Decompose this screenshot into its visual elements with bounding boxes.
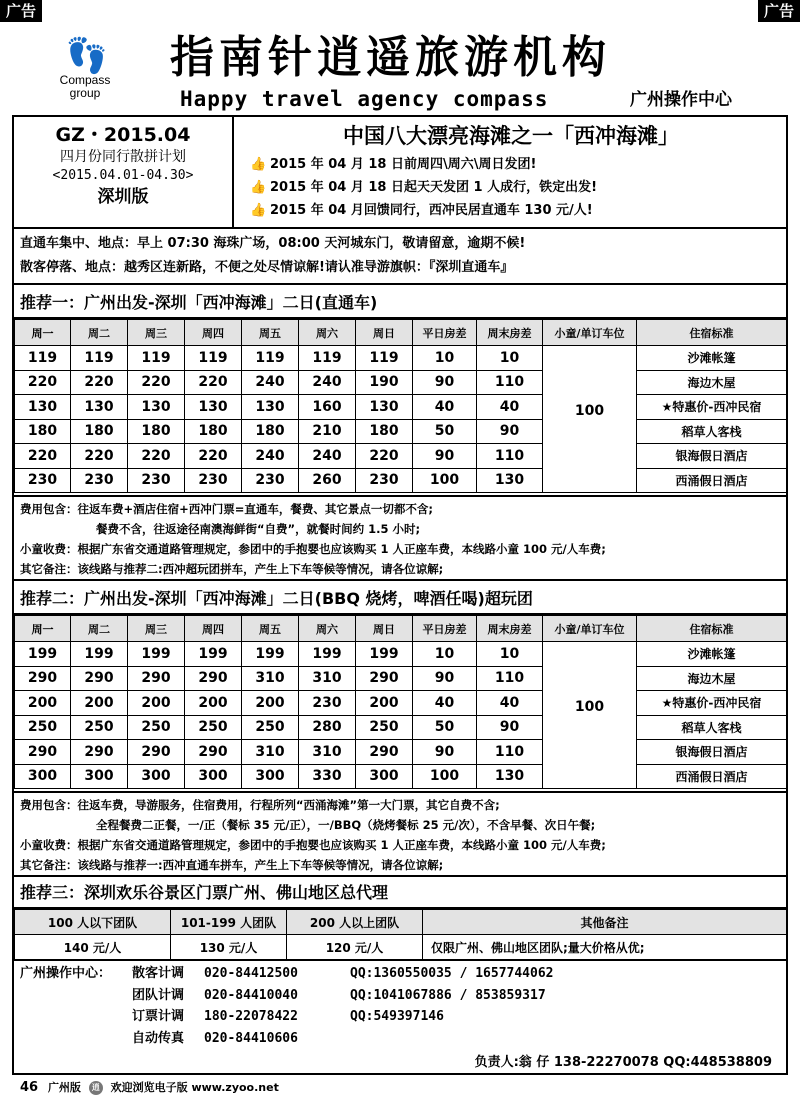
- column-header: 平日房差: [413, 616, 477, 642]
- operation-center-label: 广州操作中心: [630, 90, 732, 110]
- price-cell: 300: [356, 764, 413, 789]
- column-header: 周日: [356, 616, 413, 642]
- headline-bullet: [236, 176, 786, 199]
- headline-bullet: [236, 153, 786, 176]
- contact-label: 广州操作中心：: [20, 966, 112, 981]
- price-cell: 110: [477, 444, 543, 469]
- accommodation-cell: 海边木屋: [637, 370, 787, 395]
- accommodation-cell: ★特惠价-西冲民宿: [637, 395, 787, 420]
- price-cell: 10: [413, 346, 477, 371]
- child-price-cell: [543, 715, 637, 740]
- table-header-row: [15, 616, 787, 642]
- price-cell: 199: [15, 642, 71, 667]
- contact-phone: 020-84410606: [204, 1030, 298, 1046]
- child-price-cell: [543, 346, 637, 371]
- bullet-text: 2015 年 04 月 18 日前周四\周六\周日发团!: [270, 157, 537, 172]
- ticket-header-row: [15, 910, 787, 935]
- contact-row: [20, 963, 780, 985]
- price-cell: 290: [185, 740, 242, 765]
- price-cell: 40: [413, 691, 477, 716]
- price-cell: 199: [356, 642, 413, 667]
- contact-phone: 180-22078422: [204, 1009, 298, 1024]
- price-cell: 290: [71, 666, 128, 691]
- price-row: [15, 370, 787, 395]
- contact-kind: 订票计调: [132, 1009, 185, 1024]
- rec1-price-table: [14, 319, 787, 493]
- price-cell: 250: [128, 715, 185, 740]
- brand-english-name: Happy travel agency compass: [180, 87, 549, 111]
- price-cell: 119: [356, 346, 413, 371]
- logo: [40, 38, 130, 108]
- child-price-cell: [543, 468, 637, 493]
- contact-row: [20, 1006, 780, 1028]
- price-cell: 250: [71, 715, 128, 740]
- price-cell: 230: [242, 468, 299, 493]
- plan-name: 四月份同行散拼计划: [60, 149, 186, 165]
- edition-label: 广州版: [47, 1081, 81, 1094]
- rec1-notes: [14, 495, 786, 581]
- ticket-header: 101-199 人团队: [171, 910, 287, 935]
- price-cell: 130: [242, 395, 299, 420]
- price-cell: 330: [299, 764, 356, 789]
- price-cell: 220: [356, 444, 413, 469]
- note-line: 其它备注：该线路与推荐二:西冲超玩团拼车，产生上下车等候等情况，请各位谅解;: [20, 562, 444, 576]
- note-line: 费用包含：往返车费+酒店住宿+西冲门票=直通车，餐费、其它景点一切都不含;: [20, 502, 434, 516]
- note-line: 小童收费：根据广东省交通道路管理规定，参团中的手抱婴也应该购买 1 人正座车费，本线路小童 100 元/人车费;: [20, 542, 606, 556]
- price-cell: 290: [128, 740, 185, 765]
- child-price-cell: 100: [543, 691, 637, 716]
- price-row: [15, 642, 787, 667]
- price-cell: 190: [356, 370, 413, 395]
- price-cell: 180: [242, 419, 299, 444]
- accommodation-cell: 沙滩帐篷: [637, 346, 787, 371]
- headline-bullet: [236, 199, 786, 222]
- price-cell: 220: [128, 370, 185, 395]
- price-cell: 200: [242, 691, 299, 716]
- ticket-value-row: [15, 935, 787, 960]
- price-cell: 119: [242, 346, 299, 371]
- headline-box: [236, 117, 786, 227]
- accommodation-cell: 沙滩帐篷: [637, 642, 787, 667]
- price-cell: 200: [15, 691, 71, 716]
- child-price-cell: 100: [543, 395, 637, 420]
- note-line: 费用包含：往返车费，导游服务，住宿费用，行程所列“西涌海滩”第一大门票，其它自费不含;: [20, 798, 500, 812]
- contact-row: [20, 1028, 780, 1050]
- price-cell: 90: [413, 444, 477, 469]
- price-cell: 119: [128, 346, 185, 371]
- meeting-info: [14, 229, 786, 285]
- note-line: 小童收费：根据广东省交通道路管理规定，参团中的手抱婴也应该购买 1 人正座车费，本线路小童 100 元/人车费;: [20, 838, 606, 852]
- price-cell: 200: [71, 691, 128, 716]
- rec1-title: 推荐一：广州出发-深圳「西冲海滩」二日(直通车): [14, 287, 786, 319]
- contact-phone: 020-84410040: [204, 987, 298, 1003]
- contact-kind: 散客计调: [132, 966, 185, 981]
- price-cell: 119: [185, 346, 242, 371]
- price-cell: 199: [71, 642, 128, 667]
- column-header: 周一: [15, 320, 71, 346]
- price-cell: 310: [299, 666, 356, 691]
- price-cell: 90: [413, 666, 477, 691]
- price-cell: 220: [128, 444, 185, 469]
- price-cell: 240: [242, 444, 299, 469]
- price-cell: 110: [477, 666, 543, 691]
- price-row: [15, 764, 787, 789]
- price-cell: 40: [413, 395, 477, 420]
- price-cell: 50: [413, 715, 477, 740]
- price-cell: 290: [128, 666, 185, 691]
- price-cell: 230: [71, 468, 128, 493]
- table-header-row: [15, 320, 787, 346]
- price-row: [15, 715, 787, 740]
- publisher-logo-icon: 逍: [89, 1081, 103, 1095]
- contact-kind: 自动传真: [132, 1030, 185, 1046]
- ticket-header: 100 人以下团队: [15, 910, 171, 935]
- rec2-price-table: [14, 615, 787, 789]
- price-cell: 220: [15, 370, 71, 395]
- child-price-cell: [543, 666, 637, 691]
- contact-section: [14, 959, 786, 1075]
- price-cell: 10: [477, 346, 543, 371]
- page-footer: [20, 1079, 279, 1097]
- price-cell: 119: [299, 346, 356, 371]
- rec3-ticket-table: [14, 909, 787, 960]
- price-cell: 230: [128, 468, 185, 493]
- ticket-remark: 仅限广州、佛山地区团队;量大价格从优;: [423, 935, 787, 960]
- price-cell: 119: [15, 346, 71, 371]
- price-cell: 240: [299, 370, 356, 395]
- accommodation-cell: 稻草人客栈: [637, 419, 787, 444]
- price-row: [15, 346, 787, 371]
- drop-off-point: 散客停落、地点：越秀区连新路，不便之处尽情谅解!请认准导游旗帜：『深圳直通车』: [20, 260, 514, 275]
- note-line: 餐费不含，往返途径南澳海鲜街“自费”，就餐时间约 1.5 小时;: [96, 522, 421, 536]
- price-cell: 90: [413, 370, 477, 395]
- child-price-cell: [543, 444, 637, 469]
- ad-tag-right: 广告: [758, 0, 800, 22]
- footprints-icon: 👣: [65, 36, 105, 76]
- price-cell: 260: [299, 468, 356, 493]
- price-cell: 280: [299, 715, 356, 740]
- child-price-cell: [543, 740, 637, 765]
- price-cell: 110: [477, 740, 543, 765]
- price-cell: 110: [477, 370, 543, 395]
- contact-qq: QQ:1360550035 / 1657744062: [350, 966, 554, 981]
- column-header: 周三: [128, 320, 185, 346]
- price-cell: 10: [477, 642, 543, 667]
- price-row: [15, 444, 787, 469]
- column-header: 小童/单订车位: [543, 320, 637, 346]
- ad-frame: [12, 115, 788, 1075]
- price-cell: 199: [242, 642, 299, 667]
- price-cell: 180: [71, 419, 128, 444]
- price-cell: 310: [242, 666, 299, 691]
- contact-phone: 020-84412500: [204, 966, 298, 981]
- price-cell: 100: [413, 764, 477, 789]
- child-price-cell: [543, 642, 637, 667]
- thumbs-up-icon: 👍: [250, 180, 267, 195]
- logo-line2: group: [69, 86, 101, 100]
- plan-edition: 深圳版: [97, 187, 149, 207]
- ad-tag-left: 广告: [0, 0, 42, 22]
- column-header: 周末房差: [477, 320, 543, 346]
- column-header: 住宿标准: [637, 320, 787, 346]
- price-cell: 199: [185, 642, 242, 667]
- column-header: 周四: [185, 616, 242, 642]
- price-cell: 300: [128, 764, 185, 789]
- price-cell: 180: [185, 419, 242, 444]
- bullet-text: 2015 年 04 月 18 日起天天发团 1 人成行，铁定出发!: [270, 180, 598, 195]
- price-cell: 199: [299, 642, 356, 667]
- column-header: 周日: [356, 320, 413, 346]
- price-cell: 119: [71, 346, 128, 371]
- price-cell: 310: [299, 740, 356, 765]
- column-header: 小童/单订车位: [543, 616, 637, 642]
- accommodation-cell: 西涌假日酒店: [637, 764, 787, 789]
- price-cell: 240: [242, 370, 299, 395]
- accommodation-cell: ★特惠价-西冲民宿: [637, 691, 787, 716]
- ticket-price: 140 元/人: [15, 935, 171, 960]
- accommodation-cell: 银海假日酒店: [637, 444, 787, 469]
- price-cell: 40: [477, 691, 543, 716]
- price-cell: 180: [356, 419, 413, 444]
- price-cell: 130: [477, 764, 543, 789]
- price-cell: 200: [185, 691, 242, 716]
- column-header: 周一: [15, 616, 71, 642]
- price-cell: 230: [15, 468, 71, 493]
- headline: 中国八大漂亮海滩之一「西冲海滩」: [343, 124, 679, 148]
- column-header: 住宿标准: [637, 616, 787, 642]
- price-cell: 50: [413, 419, 477, 444]
- price-cell: 130: [356, 395, 413, 420]
- price-row: [15, 468, 787, 493]
- contact-qq: QQ:549397146: [350, 1009, 444, 1024]
- price-cell: 130: [185, 395, 242, 420]
- price-cell: 220: [71, 444, 128, 469]
- price-cell: 230: [299, 691, 356, 716]
- ticket-price: 130 元/人: [171, 935, 287, 960]
- price-cell: 90: [477, 419, 543, 444]
- price-cell: 220: [15, 444, 71, 469]
- note-line: 全程餐费二正餐，一/正（餐标 35 元/正），一/BBQ（烧烤餐标 25 元/次），不含早餐、次日午餐;: [96, 818, 596, 832]
- price-cell: 290: [185, 666, 242, 691]
- price-row: [15, 395, 787, 420]
- ticket-header: 200 人以上团队: [287, 910, 423, 935]
- price-cell: 300: [242, 764, 299, 789]
- page-number: 46: [20, 1080, 39, 1095]
- price-cell: 250: [15, 715, 71, 740]
- price-cell: 310: [242, 740, 299, 765]
- child-price-cell: [543, 764, 637, 789]
- child-price-cell: [543, 419, 637, 444]
- column-header: 周六: [299, 616, 356, 642]
- column-header: 周三: [128, 616, 185, 642]
- column-header: 周六: [299, 320, 356, 346]
- price-row: [15, 419, 787, 444]
- price-cell: 90: [413, 740, 477, 765]
- column-header: 周末房差: [477, 616, 543, 642]
- price-cell: 180: [15, 419, 71, 444]
- brand-chinese-name: 指南针逍遥旅游机构: [170, 32, 611, 83]
- price-cell: 250: [356, 715, 413, 740]
- price-cell: 290: [15, 740, 71, 765]
- contact-row: [20, 985, 780, 1007]
- bullet-text: 2015 年 04 月回馈同行，西冲民居直通车 130 元/人!: [270, 203, 593, 218]
- meeting-point: 直通车集中、地点：早上 07:30 海珠广场，08:00 天河城东门，敬请留意，逾期不候!: [20, 236, 526, 251]
- price-cell: 220: [185, 444, 242, 469]
- price-cell: 220: [71, 370, 128, 395]
- price-cell: 250: [242, 715, 299, 740]
- price-cell: 290: [356, 740, 413, 765]
- price-cell: 180: [128, 419, 185, 444]
- price-cell: 250: [185, 715, 242, 740]
- accommodation-cell: 海边木屋: [637, 666, 787, 691]
- price-cell: 220: [185, 370, 242, 395]
- footer-website: 欢迎浏览电子版 www.zyoo.net: [110, 1081, 279, 1094]
- price-cell: 240: [299, 444, 356, 469]
- responsible-person: 负责人:翁 仔 138-22270078 QQ:448538809: [474, 1054, 772, 1070]
- contact-qq: QQ:1041067886 / 853859317: [350, 987, 546, 1003]
- plan-info: [14, 117, 234, 227]
- plan-code: GZ・2015.04: [55, 124, 191, 146]
- price-cell: 200: [356, 691, 413, 716]
- rec2-title: 推荐二：广州出发-深圳「西冲海滩」二日(BBQ 烧烤，啤酒任喝)超玩团: [14, 583, 786, 615]
- child-price-cell: [543, 370, 637, 395]
- intro-section: [14, 117, 786, 229]
- ticket-price: 120 元/人: [287, 935, 423, 960]
- page-header: [20, 28, 782, 114]
- price-cell: 10: [413, 642, 477, 667]
- price-cell: 300: [185, 764, 242, 789]
- ticket-header: 其他备注: [423, 910, 787, 935]
- price-cell: 100: [413, 468, 477, 493]
- rec2-notes: [14, 791, 786, 877]
- price-cell: 300: [71, 764, 128, 789]
- plan-range: <2015.04.01-04.30>: [52, 168, 194, 183]
- price-cell: 300: [15, 764, 71, 789]
- price-cell: 230: [185, 468, 242, 493]
- price-cell: 40: [477, 395, 543, 420]
- thumbs-up-icon: 👍: [250, 203, 267, 218]
- column-header: 平日房差: [413, 320, 477, 346]
- price-cell: 200: [128, 691, 185, 716]
- column-header: 周二: [71, 616, 128, 642]
- column-header: 周四: [185, 320, 242, 346]
- price-row: [15, 740, 787, 765]
- price-cell: 130: [71, 395, 128, 420]
- price-cell: 230: [356, 468, 413, 493]
- rec3-title: 推荐三：深圳欢乐谷景区门票广州、佛山地区总代理: [14, 877, 786, 909]
- price-row: [15, 691, 787, 716]
- column-header: 周二: [71, 320, 128, 346]
- accommodation-cell: 稻草人客栈: [637, 715, 787, 740]
- price-row: [15, 666, 787, 691]
- accommodation-cell: 西涌假日酒店: [637, 468, 787, 493]
- price-cell: 130: [128, 395, 185, 420]
- thumbs-up-icon: 👍: [250, 157, 267, 172]
- price-cell: 90: [477, 715, 543, 740]
- price-cell: 210: [299, 419, 356, 444]
- price-cell: 290: [15, 666, 71, 691]
- column-header: 周五: [242, 616, 299, 642]
- accommodation-cell: 银海假日酒店: [637, 740, 787, 765]
- column-header: 周五: [242, 320, 299, 346]
- logo-line1: Compass: [59, 73, 111, 87]
- price-cell: 130: [15, 395, 71, 420]
- price-cell: 130: [477, 468, 543, 493]
- price-cell: 290: [356, 666, 413, 691]
- price-cell: 199: [128, 642, 185, 667]
- note-line: 其它备注：该线路与推荐一:西冲直通车拼车，产生上下车等候等情况，请各位谅解;: [20, 858, 444, 872]
- price-cell: 290: [71, 740, 128, 765]
- contact-kind: 团队计调: [132, 987, 185, 1003]
- price-cell: 160: [299, 395, 356, 420]
